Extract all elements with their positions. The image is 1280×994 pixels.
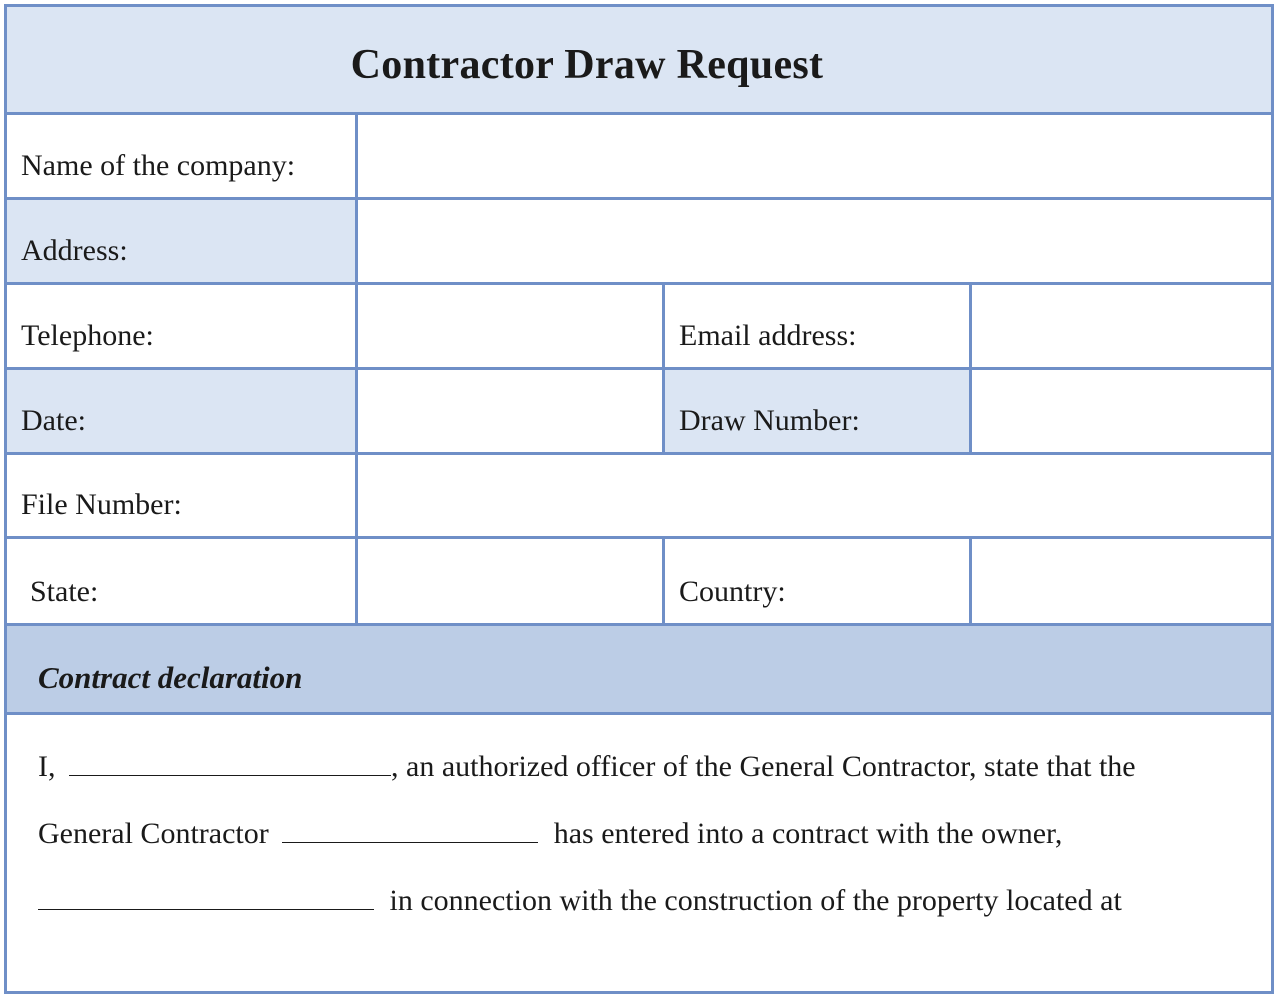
- country-label-cell: [665, 539, 972, 623]
- state-label-cell: [7, 539, 358, 623]
- declaration-section-band: [7, 623, 1271, 715]
- country-input[interactable]: [972, 539, 1271, 623]
- declaration-line1-prefix: I,: [38, 750, 56, 783]
- file-number-label: File Number:: [21, 488, 182, 521]
- contractor-name-blank[interactable]: [282, 816, 538, 843]
- file-number-label-cell: [7, 455, 358, 539]
- contractor-draw-request-form: [4, 4, 1274, 994]
- date-label-cell: [7, 370, 358, 455]
- email-label: Email address:: [679, 319, 857, 352]
- company-label-cell: [7, 115, 358, 200]
- address-label: Address:: [21, 234, 128, 267]
- telephone-label: Telephone:: [21, 319, 154, 352]
- state-label: State:: [30, 575, 99, 608]
- declaration-line-2: [38, 816, 1062, 851]
- declaration-line2-prefix: General Contractor: [38, 817, 269, 850]
- file-number-input[interactable]: [358, 455, 1271, 539]
- email-label-cell: [665, 285, 972, 370]
- declaration-line2-text: has entered into a contract with the owner,: [553, 817, 1063, 850]
- declaration-line3-text: in connection with the construction of the property located at: [389, 884, 1122, 917]
- declaration-heading: Contract declaration: [38, 660, 303, 695]
- telephone-label-cell: [7, 285, 358, 370]
- declaration-line1-text: , an authorized officer of the General Contractor, state that the: [391, 750, 1136, 783]
- title-band: [7, 7, 1271, 115]
- form-title: Contractor Draw Request: [350, 42, 824, 88]
- draw-number-input[interactable]: [972, 370, 1271, 455]
- declaration-line-3: [38, 883, 1122, 918]
- declaration-line-1: [38, 749, 1136, 784]
- draw-number-label-cell: [665, 370, 972, 455]
- state-input[interactable]: [358, 539, 665, 623]
- company-label: Name of the company:: [21, 149, 296, 182]
- address-label-cell: [7, 200, 358, 285]
- country-label: Country:: [679, 575, 786, 608]
- email-input[interactable]: [972, 285, 1271, 370]
- date-label: Date:: [21, 404, 86, 437]
- officer-name-blank[interactable]: [69, 749, 391, 776]
- date-input[interactable]: [358, 370, 665, 455]
- address-input[interactable]: [358, 200, 1271, 285]
- owner-name-blank[interactable]: [38, 883, 374, 910]
- telephone-input[interactable]: [358, 285, 665, 370]
- company-input[interactable]: [358, 115, 1271, 200]
- draw-number-label: Draw Number:: [679, 404, 860, 437]
